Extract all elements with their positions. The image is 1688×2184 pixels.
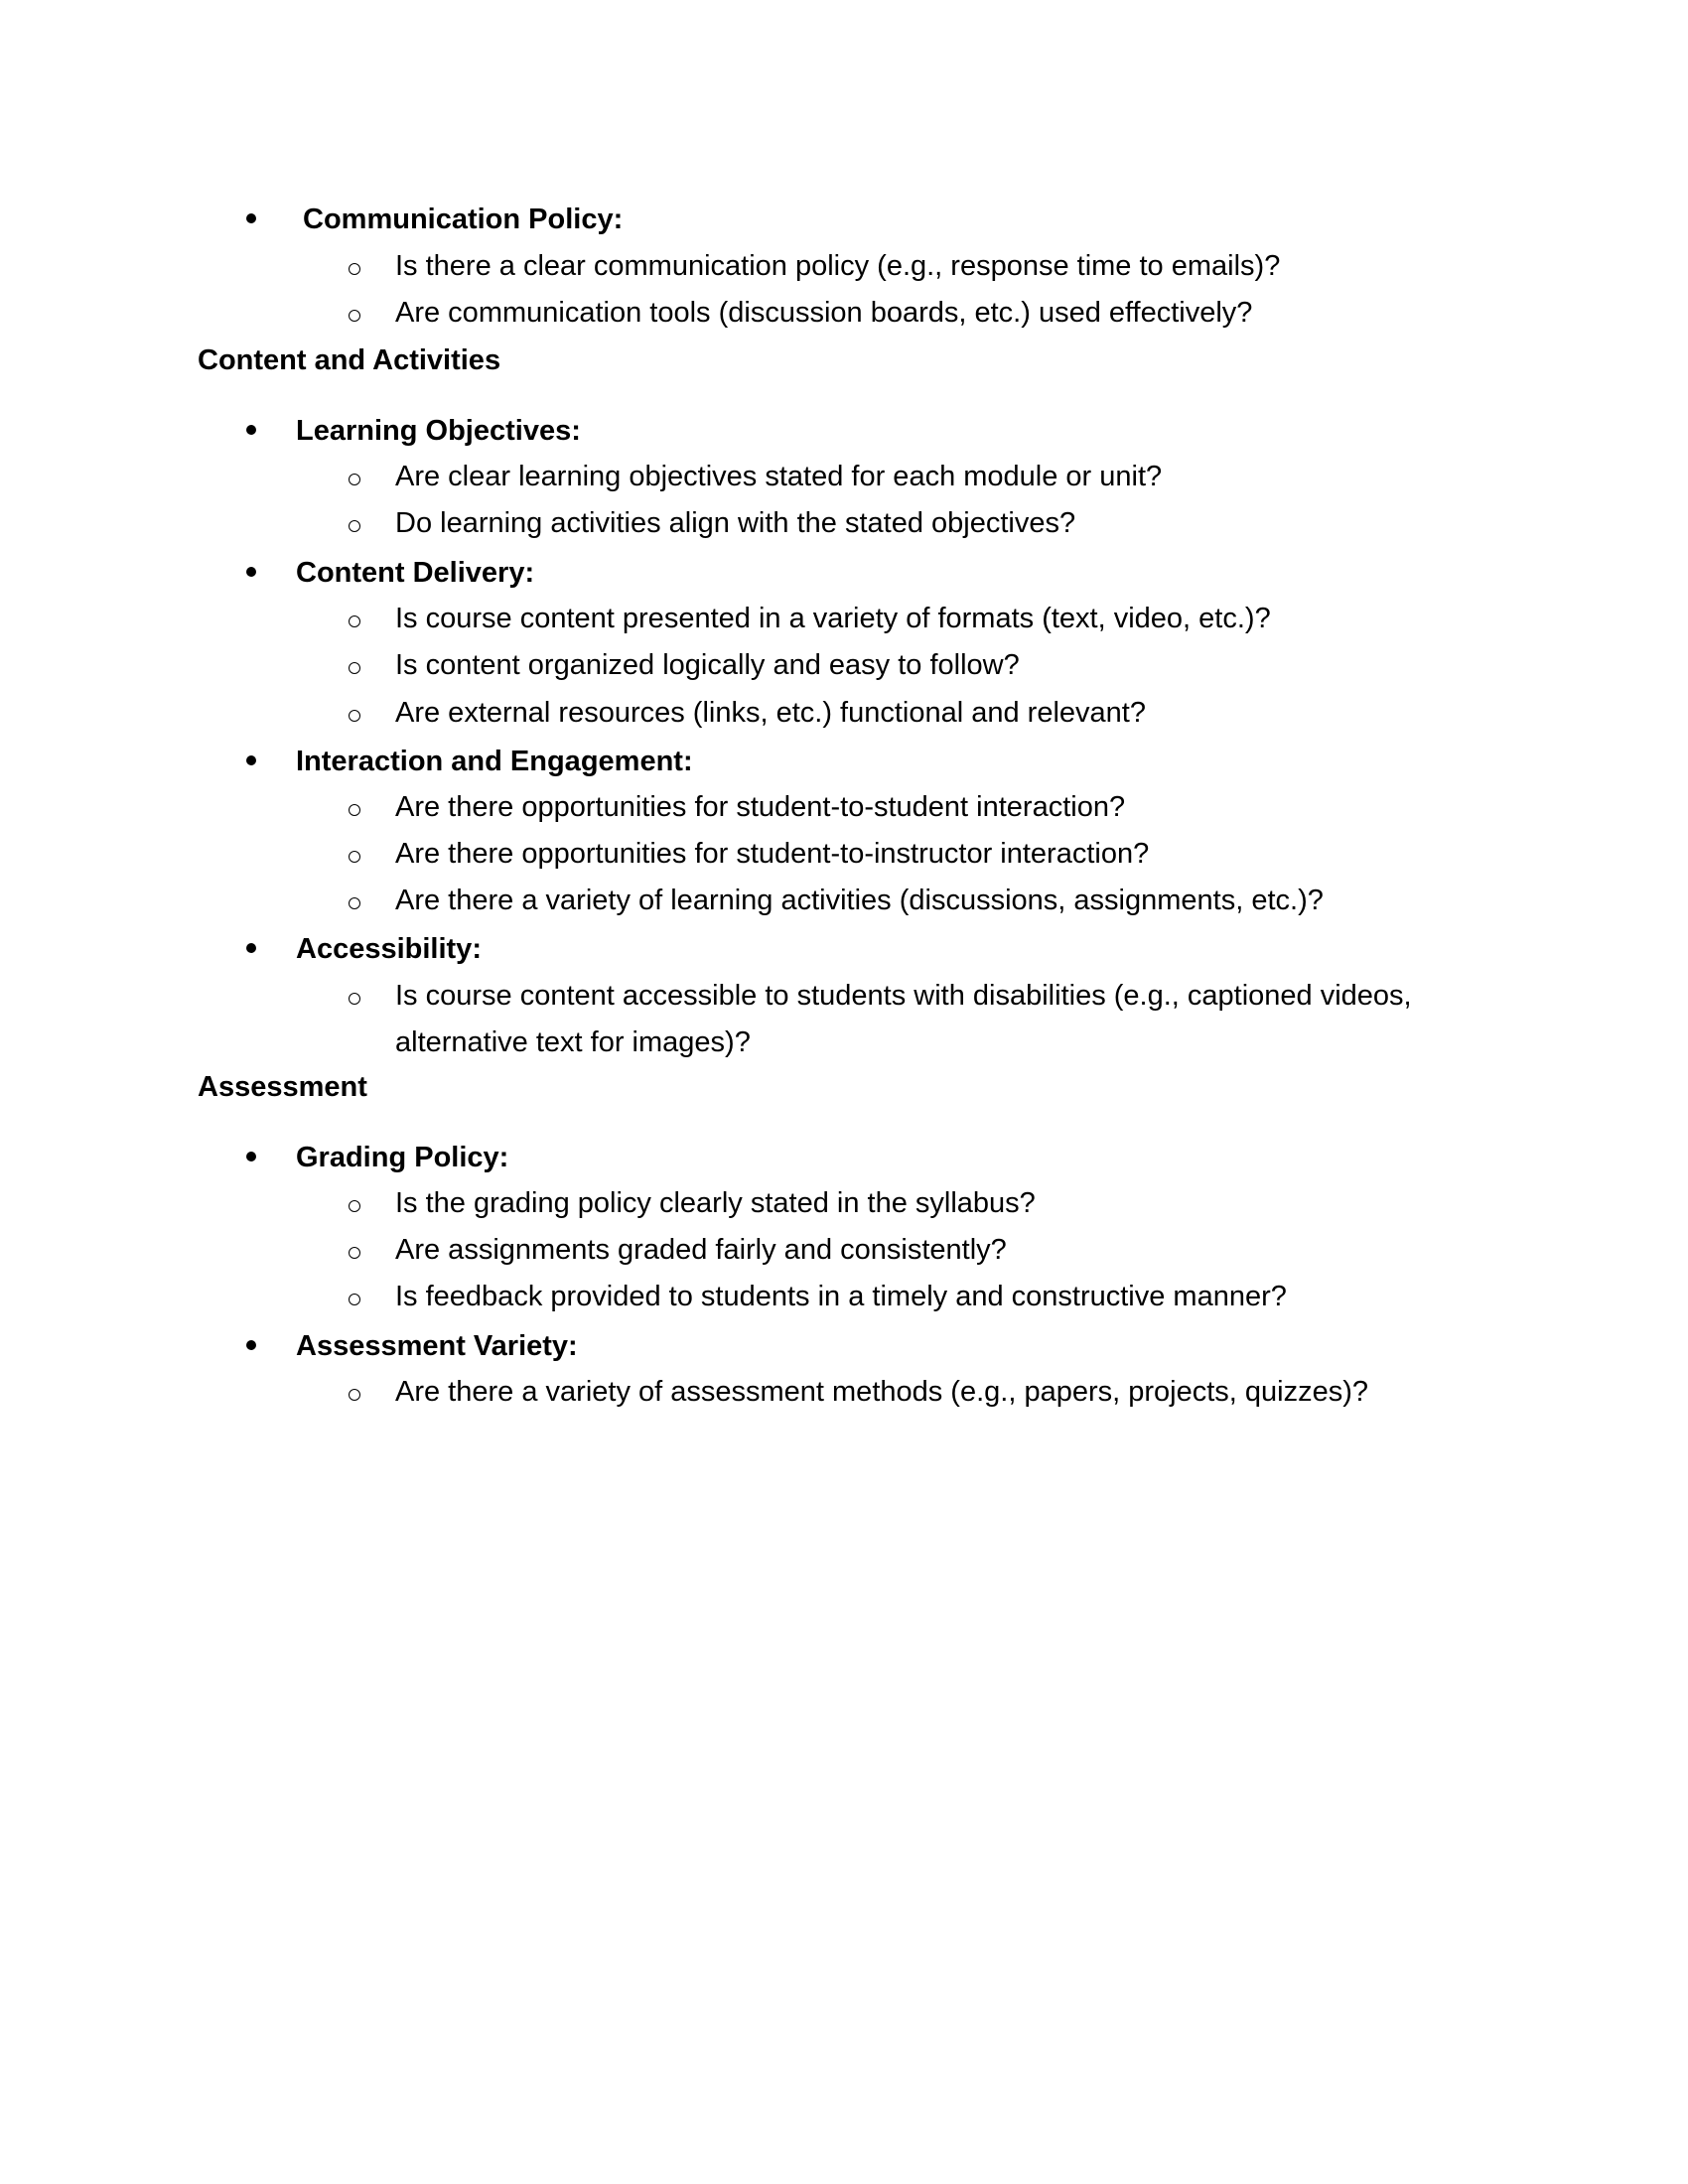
bullet-label-grading-policy: Grading Policy:: [296, 1142, 509, 1173]
question-item: Is there a clear communication policy (e.g., response time to emails)?: [395, 250, 1281, 282]
sub-bullet-circle-icon: [349, 993, 360, 1005]
question-item: Is course content presented in a variety of formats (text, video, etc.)?: [395, 603, 1271, 634]
sub-bullet-circle-icon: [349, 474, 360, 485]
question-item: Are external resources (links, etc.) functional and relevant?: [395, 697, 1146, 729]
sub-bullet-circle-icon: [349, 520, 360, 532]
question-item: Are there opportunities for student-to-instructor interaction?: [395, 838, 1150, 870]
sub-bullet-circle-icon: [349, 897, 360, 909]
question-item: Is course content accessible to students with disabilities (e.g., captioned videos,: [395, 980, 1412, 1012]
bullet-icon: [246, 943, 256, 953]
question-item: Is content organized logically and easy to follow?: [395, 649, 1020, 681]
sub-bullet-circle-icon: [349, 851, 360, 863]
bullet-label-content-delivery: Content Delivery:: [296, 557, 535, 589]
question-item: Are clear learning objectives stated for each module or unit?: [395, 461, 1163, 492]
sub-bullet-circle-icon: [349, 710, 360, 722]
sub-bullet-circle-icon: [349, 1294, 360, 1305]
sub-bullet-circle-icon: [349, 1247, 360, 1259]
bullet-label-interaction-and-engagement: Interaction and Engagement:: [296, 746, 693, 777]
sub-bullet-circle-icon: [349, 310, 360, 322]
sub-bullet-circle-icon: [349, 1389, 360, 1401]
question-item: Is the grading policy clearly stated in the syllabus?: [395, 1187, 1036, 1219]
bullet-label-accessibility: Accessibility:: [296, 933, 482, 965]
bullet-label-communication-policy: Communication Policy:: [303, 204, 624, 235]
bullet-icon: [246, 1340, 256, 1350]
bullet-icon: [246, 213, 256, 223]
bullet-icon: [246, 567, 256, 577]
bullet-icon: [246, 755, 256, 765]
sub-bullet-circle-icon: [349, 662, 360, 674]
question-item: Are there a variety of assessment methods (e.g., papers, projects, quizzes)?: [395, 1376, 1369, 1408]
bullet-label-assessment-variety: Assessment Variety:: [296, 1330, 578, 1362]
sub-bullet-circle-icon: [349, 804, 360, 816]
question-item-continuation: alternative text for images)?: [395, 1026, 751, 1058]
question-item: Are assignments graded fairly and consistently?: [395, 1234, 1007, 1266]
question-item: Are there opportunities for student-to-student interaction?: [395, 791, 1126, 823]
sub-bullet-circle-icon: [349, 263, 360, 275]
sub-bullet-circle-icon: [349, 1200, 360, 1212]
section-heading-content-and-activities: Content and Activities: [198, 344, 501, 376]
bullet-label-learning-objectives: Learning Objectives:: [296, 415, 581, 447]
section-heading-assessment: Assessment: [198, 1071, 367, 1103]
bullet-icon: [246, 1152, 256, 1161]
question-item: Do learning activities align with the stated objectives?: [395, 507, 1076, 539]
sub-bullet-circle-icon: [349, 615, 360, 627]
question-item: Are there a variety of learning activities (discussions, assignments, etc.)?: [395, 885, 1324, 916]
question-item: Is feedback provided to students in a timely and constructive manner?: [395, 1281, 1287, 1312]
question-item: Are communication tools (discussion boards, etc.) used effectively?: [395, 297, 1253, 329]
bullet-icon: [246, 425, 256, 435]
